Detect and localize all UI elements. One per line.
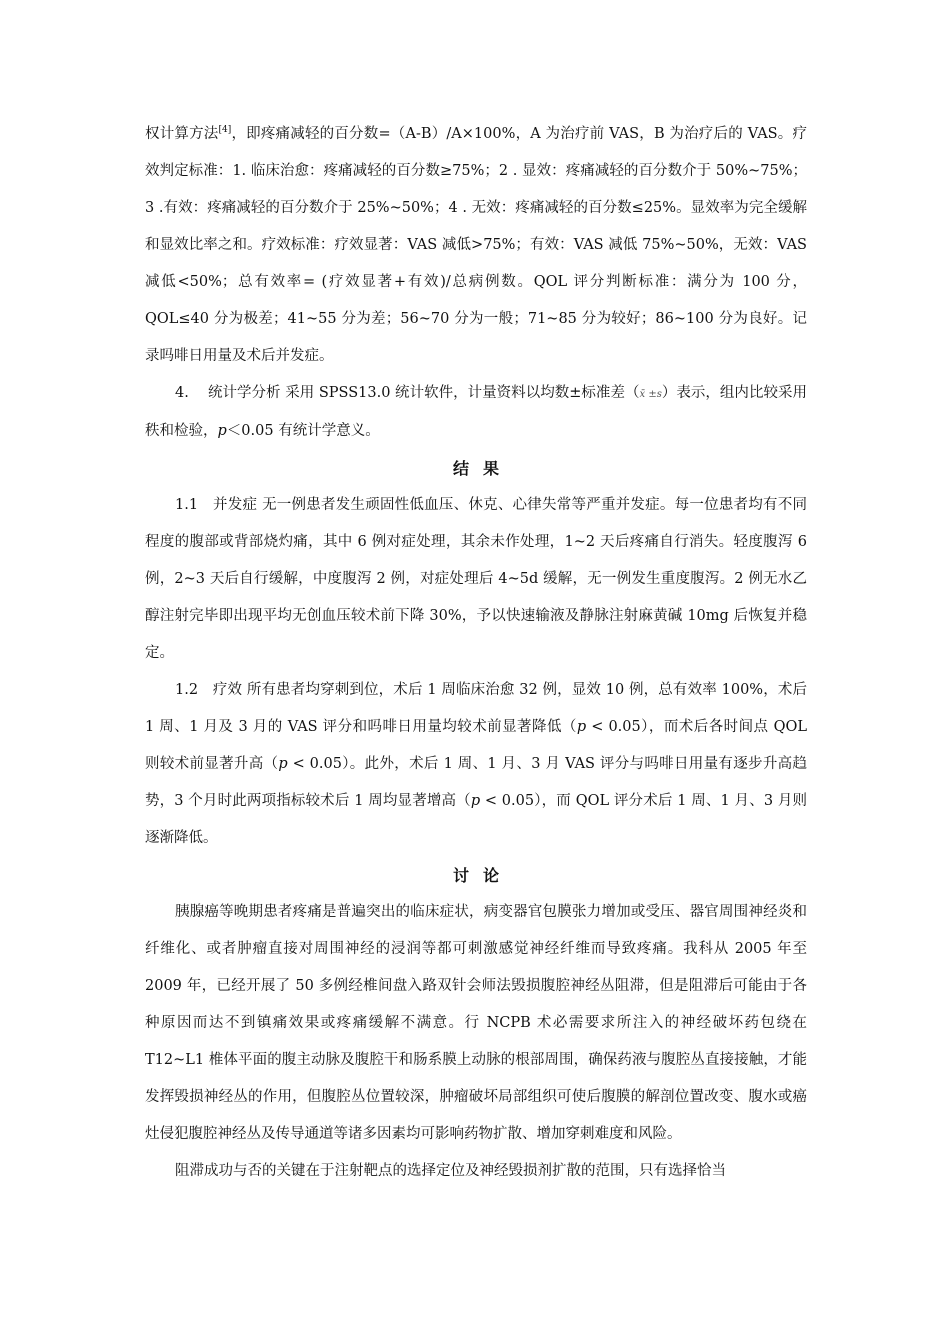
results-complications-paragraph: 1.1 并发症 无一例患者发生顽固性低血压、休克、心律失常等严重并发症。每一位患者均有不同程度的腹部或背部烧灼痛，其中 6 例对症处理，其余未作处理，1~2 天后疼痛自行消失。轻度腹泻 6 例，2~3 天后自行缓解，中度腹泻 2 例，对症处理后 4~5d 缓解，无一例发生重度腹泻。2 例无水乙醇注射完毕即出现平均无创血压较术前下降 30%，予以快速输液及静脉注射麻黄碱 10mg 后恢复并稳定。 <box>145 497 807 661</box>
results-efficacy-paragraph <box>145 672 807 857</box>
text-run: < 0.05），而术后各时间点 QOL 则较术前显著升高（ <box>145 719 807 772</box>
results-heading: 结果 <box>452 459 513 478</box>
text-run: ）表示，组内比较采用秩和检验， <box>145 385 807 439</box>
text-run: ＜0.05 有统计学意义。 <box>226 423 380 439</box>
mean-sd-symbol: x̄ ±s <box>639 389 662 400</box>
text-run: ，即疼痛减轻的百分数=（A-B）/A×100%，A 为治疗前 VAS，B 为治疗后的 VAS。疗效判定标准：1. 临床治愈：疼痛减轻的百分数≥75%；2 . 显效：疼痛减轻的百分数介于 50%~75%；3 .有效：疼痛减轻的百分数介于 25%~50%；4 . 无效：疼痛减轻的百分数≤25%。显效率为完全缓解和显效比率之和。疗效标准：疗效显著：VAS 减低>75%；有效：VAS 减低 75%~50%，无效：VAS 减低<50%；总有效率= (疗效显著+有效)/总病例数。QOL 评分判断标准：满分为 100 分，QOL≤40 分为极差；41~55 分为差；56~70 分为一般；71~85 分为较好；86~100 分为良好。记录吗啡日用量及术后并发症。 <box>145 126 808 364</box>
citation-ref: [4] <box>218 125 232 135</box>
methods-paragraph <box>145 116 807 375</box>
statistics-paragraph <box>145 375 807 450</box>
text-run: < 0.05），而 QOL 评分术后 1 周、1 月、3 月则逐渐降低。 <box>145 793 807 846</box>
paper-page <box>145 116 807 1190</box>
p-symbol: p <box>470 793 481 809</box>
p-symbol: p <box>576 719 587 735</box>
text-run: 1.2 疗效 所有患者均穿刺到位，术后 1 周临床治愈 32 例，显效 10 例，总有效率 100%，术后 1 周、1 月及 3 月的 VAS 评分和吗啡日用量均较术前显著降低（ <box>145 682 807 735</box>
p-symbol: p <box>217 423 227 439</box>
text-run: 4. 统计学分析 采用 SPSS13.0 统计软件，计量资料以均数±标准差（ <box>175 385 640 401</box>
text-run: 权计算方法 <box>145 126 219 142</box>
text-run: < 0.05）。此外，术后 1 周、1 月、3 月 VAS 评分与吗啡日用量有逐步升高趋势，3 个月时此两项指标较术后 1 周均显著增高（ <box>145 756 808 809</box>
discussion-paragraph: 阻滞成功与否的关键在于注射靶点的选择定位及神经毁损剂扩散的范围，只有选择恰当 <box>175 1163 726 1179</box>
p-symbol: p <box>278 756 288 772</box>
discussion-heading: 讨论 <box>452 866 513 885</box>
discussion-paragraph: 胰腺癌等晚期患者疼痛是普遍突出的临床症状，病变器官包膜张力增加或受压、器官周围神经炎和纤维化、或者肿瘤直接对周围神经的浸润等都可刺激感觉神经纤维而导致疼痛。我科从 2005 年至 2009 年，已经开展了 50 多例经椎间盘入路双针会师法毁损腹腔神经丛阻滞，但是阻滞后可能由于各种原因而达不到镇痛效果或疼痛缓解不满意。行 NCPB 术必需要求所注入的神经破坏药包绕在 T12~L1 椎体平面的腹主动脉及腹腔干和肠系膜上动脉的根部周围，确保药液与腹腔丛直接接触，才能发挥毁损神经丛的作用，但腹腔丛位置较深，肿瘤破坏局部组织可使后腹膜的解剖位置改变、腹水或癌灶侵犯腹腔神经丛及传导通道等诸多因素均可影响药物扩散、增加穿刺难度和风险。 <box>145 904 807 1142</box>
